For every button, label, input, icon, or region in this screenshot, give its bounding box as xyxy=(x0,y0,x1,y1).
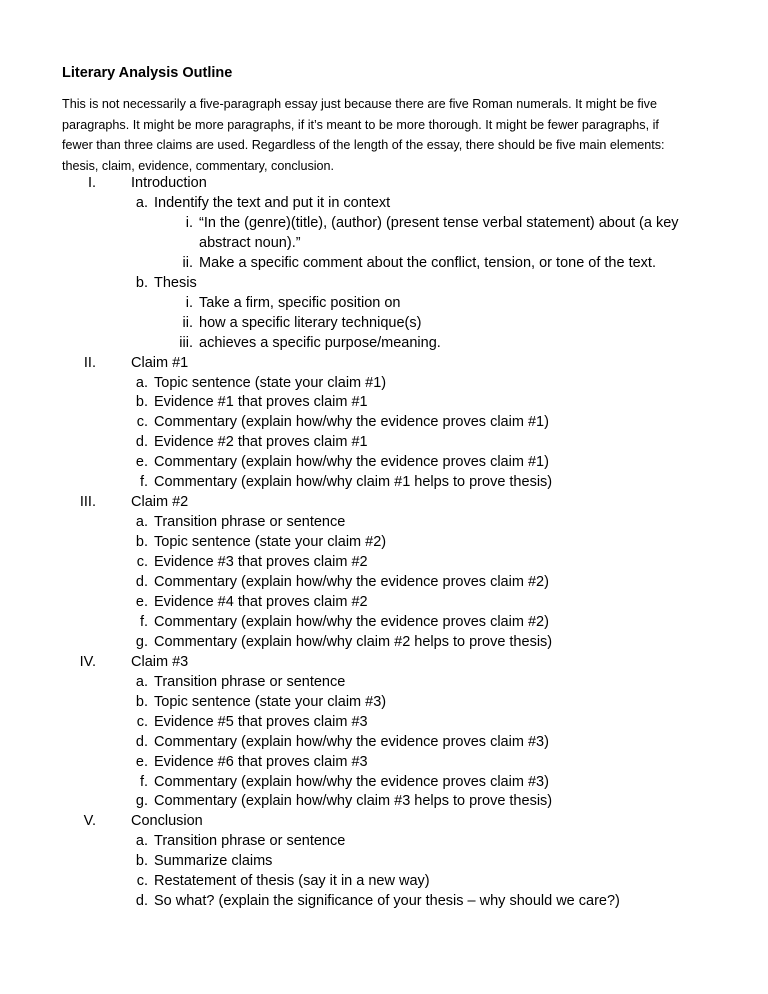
outline-text: Indentify the text and put it in context xyxy=(154,194,391,211)
outline-marker: III. xyxy=(79,494,96,511)
outline-text: Commentary (explain how/why the evidence proves claim #3) xyxy=(154,733,549,750)
outline-marker: d. xyxy=(135,574,148,590)
outline-marker: f. xyxy=(139,613,148,630)
outline-text: Claim #3 xyxy=(131,653,189,670)
outline-marker: g. xyxy=(135,793,148,810)
outline-text: Topic sentence (state your claim #2) xyxy=(154,534,387,551)
outline-marker: II. xyxy=(83,354,96,371)
outline-marker: e. xyxy=(135,454,148,471)
outline-text: Take a firm, specific position on xyxy=(199,294,401,311)
outline-text: Summarize claims xyxy=(154,853,273,870)
outline-text: Evidence #6 that proves claim #3 xyxy=(154,753,368,770)
outline-text: Thesis xyxy=(154,274,197,291)
outline-marker: i. xyxy=(185,214,193,231)
outline-marker: c. xyxy=(136,554,148,571)
outline-text: Evidence #5 that proves claim #3 xyxy=(154,713,368,730)
outline-marker: b. xyxy=(135,274,148,291)
outline-marker: I. xyxy=(87,175,96,191)
outline-marker: a. xyxy=(135,673,148,690)
outline-text: Topic sentence (state your claim #3) xyxy=(154,693,387,710)
outline-text: Topic sentence (state your claim #1) xyxy=(154,374,387,391)
outline-text: Transition phrase or sentence xyxy=(154,514,346,531)
outline-marker: V. xyxy=(83,813,96,830)
outline-marker: b. xyxy=(135,394,148,411)
outline-marker: c. xyxy=(136,414,148,431)
outline-marker: b. xyxy=(135,853,148,870)
outline-marker: a. xyxy=(135,374,148,391)
outline-marker: d. xyxy=(135,893,148,910)
intro-line: thesis, claim, evidence, commentary, conclusion. xyxy=(62,158,335,173)
outline-text: Evidence #2 that proves claim #1 xyxy=(154,434,368,451)
outline-text: So what? (explain the significance of your thesis – why should we care?) xyxy=(154,893,620,910)
outline-text: Commentary (explain how/why claim #2 helps to prove thesis) xyxy=(154,633,553,650)
outline-text: Transition phrase or sentence xyxy=(154,833,346,850)
outline-marker: b. xyxy=(135,693,148,710)
outline-marker: f. xyxy=(139,773,148,790)
outline-text: Conclusion xyxy=(131,813,203,830)
outline-text: Restatement of thesis (say it in a new way) xyxy=(154,873,430,890)
outline-marker: g. xyxy=(135,633,148,650)
outline-text: Commentary (explain how/why the evidence proves claim #2) xyxy=(154,613,549,630)
outline-text: Evidence #3 that proves claim #2 xyxy=(154,554,368,571)
outline-text: Introduction xyxy=(131,175,207,191)
outline-marker: d. xyxy=(135,733,148,750)
outline-marker: a. xyxy=(135,514,148,531)
outline-text: Commentary (explain how/why claim #1 helps to prove thesis) xyxy=(154,474,553,491)
outline-marker: ii. xyxy=(182,254,193,271)
outline-marker: b. xyxy=(135,534,148,551)
intro-paragraph xyxy=(62,94,712,176)
outline-text: Transition phrase or sentence xyxy=(154,673,346,690)
outline-text: Evidence #1 that proves claim #1 xyxy=(154,394,368,411)
outline-marker: ii. xyxy=(182,314,193,331)
outline-text: Commentary (explain how/why claim #3 helps to prove thesis) xyxy=(154,793,553,810)
outline-marker: a. xyxy=(135,833,148,850)
outline-text: achieves a specific purpose/meaning. xyxy=(199,334,441,351)
outline-marker: c. xyxy=(136,873,148,890)
outline-text: Commentary (explain how/why the evidence proves claim #1) xyxy=(154,414,549,431)
outline-text: how a specific literary technique(s) xyxy=(199,314,422,331)
outline-text: Claim #2 xyxy=(131,494,189,511)
outline-text: Make a specific comment about the conflict, tension, or tone of the text. xyxy=(199,254,656,271)
outline-marker: d. xyxy=(135,434,148,451)
intro-line: This is not necessarily a five-paragraph essay just because there are five Roman numerals. It might be five xyxy=(62,97,657,111)
outline-text: Evidence #4 that proves claim #2 xyxy=(154,593,368,610)
outline-marker: c. xyxy=(136,713,148,730)
outline-text: abstract noun).” xyxy=(199,234,301,251)
document-title: Literary Analysis Outline xyxy=(62,65,233,81)
outline-marker: iii. xyxy=(179,334,193,351)
outline-marker: IV. xyxy=(79,653,96,670)
outline-text: “In the (genre)(title), (author) (present tense verbal statement) about (a key xyxy=(199,214,679,231)
outline-text: Commentary (explain how/why the evidence proves claim #1) xyxy=(154,454,549,471)
outline-marker: e. xyxy=(135,753,148,770)
outline-text: Commentary (explain how/why the evidence proves claim #2) xyxy=(154,574,549,590)
outline-marker: i. xyxy=(185,294,193,311)
outline-marker: f. xyxy=(139,474,148,491)
outline-marker: e. xyxy=(135,593,148,610)
outline-text: Commentary (explain how/why the evidence proves claim #3) xyxy=(154,773,549,790)
outline-marker: a. xyxy=(135,194,148,211)
intro-line: fewer than three claims are used. Regardless of the length of the essay, there should be five main elements: xyxy=(62,138,665,152)
outline-text: Claim #1 xyxy=(131,354,189,371)
intro-line: paragraphs. It might be more paragraphs, if it’s meant to be more thorough. It might be fewer paragraphs, if xyxy=(62,117,659,132)
